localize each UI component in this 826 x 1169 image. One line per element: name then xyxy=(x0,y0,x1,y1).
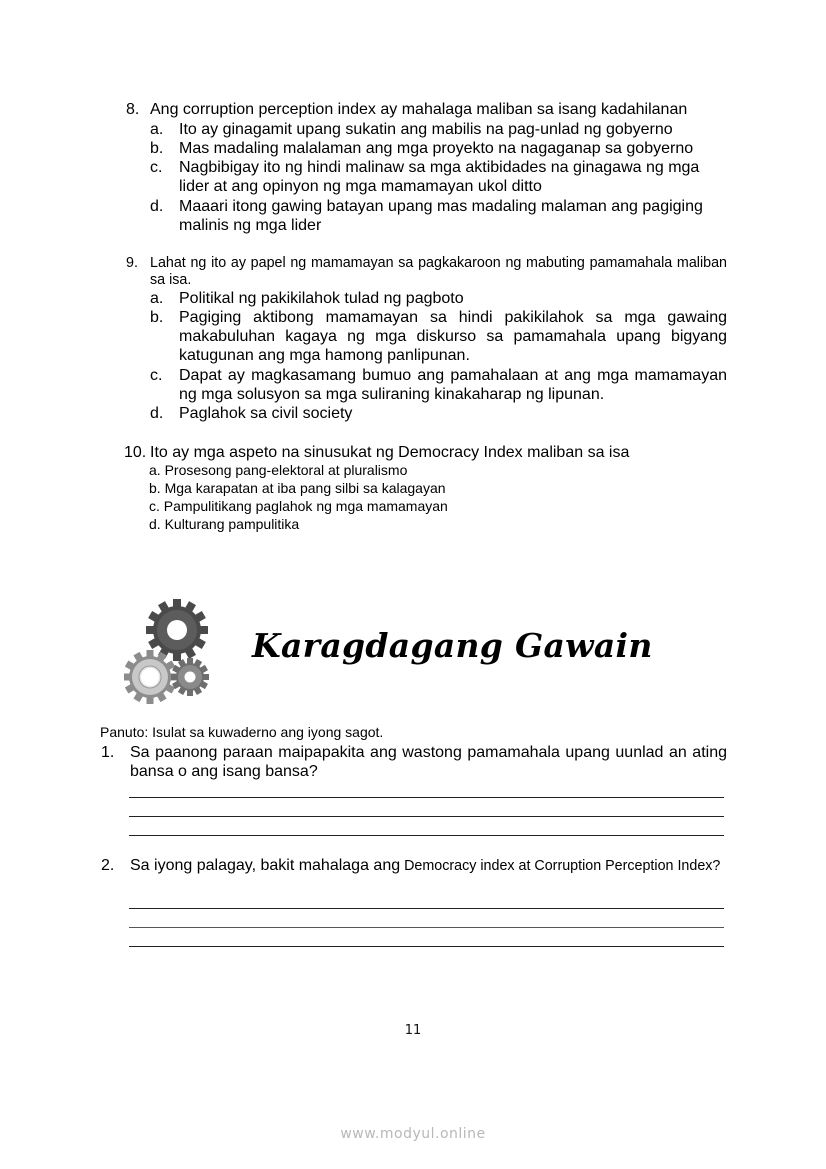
gears-icon xyxy=(124,597,214,707)
item-number: 1. xyxy=(101,744,115,761)
item-text-part1: Sa iyong palagay, bakit mahalaga ang xyxy=(130,857,401,874)
answer-line[interactable] xyxy=(129,816,724,817)
question-text: Lahat ng ito ay papel ng mamamayan sa pagkakaroon ng mabuting pamamahala maliban sa isa. xyxy=(150,255,727,288)
option-letter: a. xyxy=(150,121,164,138)
option-text: Maaari itong gawing batayan upang mas madaling malaman ang pagiging malinis ng mga lider xyxy=(179,198,703,234)
watermark: www.modyul.online xyxy=(340,1126,486,1142)
option-text: Nagbibigay ito ng hindi malinaw sa mga aktibidades na ginagawa ng mga lider at ang opinyon ng mga mamamayan ukol ditto xyxy=(179,159,700,195)
option-letter: b. xyxy=(150,140,164,157)
option-letter: d. xyxy=(150,198,164,215)
question-number: 9. xyxy=(126,255,138,271)
option-letter: a. xyxy=(150,290,164,307)
item-number: 2. xyxy=(101,857,115,874)
question-text: Ito ay mga aspeto na sinusukat ng Democracy Index maliban sa isa xyxy=(150,444,630,461)
option-letter: c. xyxy=(150,159,163,176)
item-text-part2: Democracy index at Corruption Perception Index? xyxy=(400,858,721,874)
question-number: 8. xyxy=(126,101,140,118)
option-text: c. Pampulitikang paglahok ng mga mamamayan xyxy=(149,498,448,514)
answer-line[interactable] xyxy=(129,835,724,836)
question-number: 10. xyxy=(124,444,147,461)
option-letter: b. xyxy=(150,309,164,326)
option-text: a. Prosesong pang-elektoral at pluralismo xyxy=(149,462,408,478)
item-text xyxy=(130,856,727,876)
option-text: Paglahok sa civil society xyxy=(179,405,353,422)
option-letter: c. xyxy=(150,367,163,384)
answer-line[interactable] xyxy=(129,908,724,909)
option-text: Ito ay ginagamit upang sukatin ang mabilis na pag-unlad ng gobyerno xyxy=(179,121,673,138)
instruction-text: Panuto: Isulat sa kuwaderno ang iyong sagot. xyxy=(100,724,384,740)
answer-line[interactable] xyxy=(129,797,724,798)
page-number: 11 xyxy=(404,1023,422,1038)
option-text: Politikal ng pakikilahok tulad ng pagboto xyxy=(179,290,464,307)
option-text: d. Kulturang pampulitika xyxy=(149,516,300,532)
option-letter: d. xyxy=(150,405,164,422)
question-text: Ang corruption perception index ay mahalaga maliban sa isang kadahilanan xyxy=(150,101,688,118)
option-text: Dapat ay magkasamang bumuo ang pamahalaan at ang mga mamamayan ng mga solusyon sa mga suliraning kinakaharap ng lipunan. xyxy=(179,367,727,403)
option-text: Mas madaling malalaman ang mga proyekto na nagaganap sa gobyerno xyxy=(179,140,694,157)
option-text: Pagiging aktibong mamamayan sa hindi pakikilahok sa mga gawaing makabuluhan kagaya ng mga diskurso sa pamamahala upang bigyang katugunan ang mga hamong panlipunan. xyxy=(179,309,727,364)
answer-line[interactable] xyxy=(129,927,724,928)
section-title: Karagdagang Gawain xyxy=(252,626,653,665)
item-text: Sa paanong paraan maipapakita ang wastong pamamahala upang uunlad an ating bansa o ang isang bansa? xyxy=(130,744,727,780)
answer-line[interactable] xyxy=(129,946,724,947)
option-text: b. Mga karapatan at iba pang silbi sa kalagayan xyxy=(149,480,446,496)
